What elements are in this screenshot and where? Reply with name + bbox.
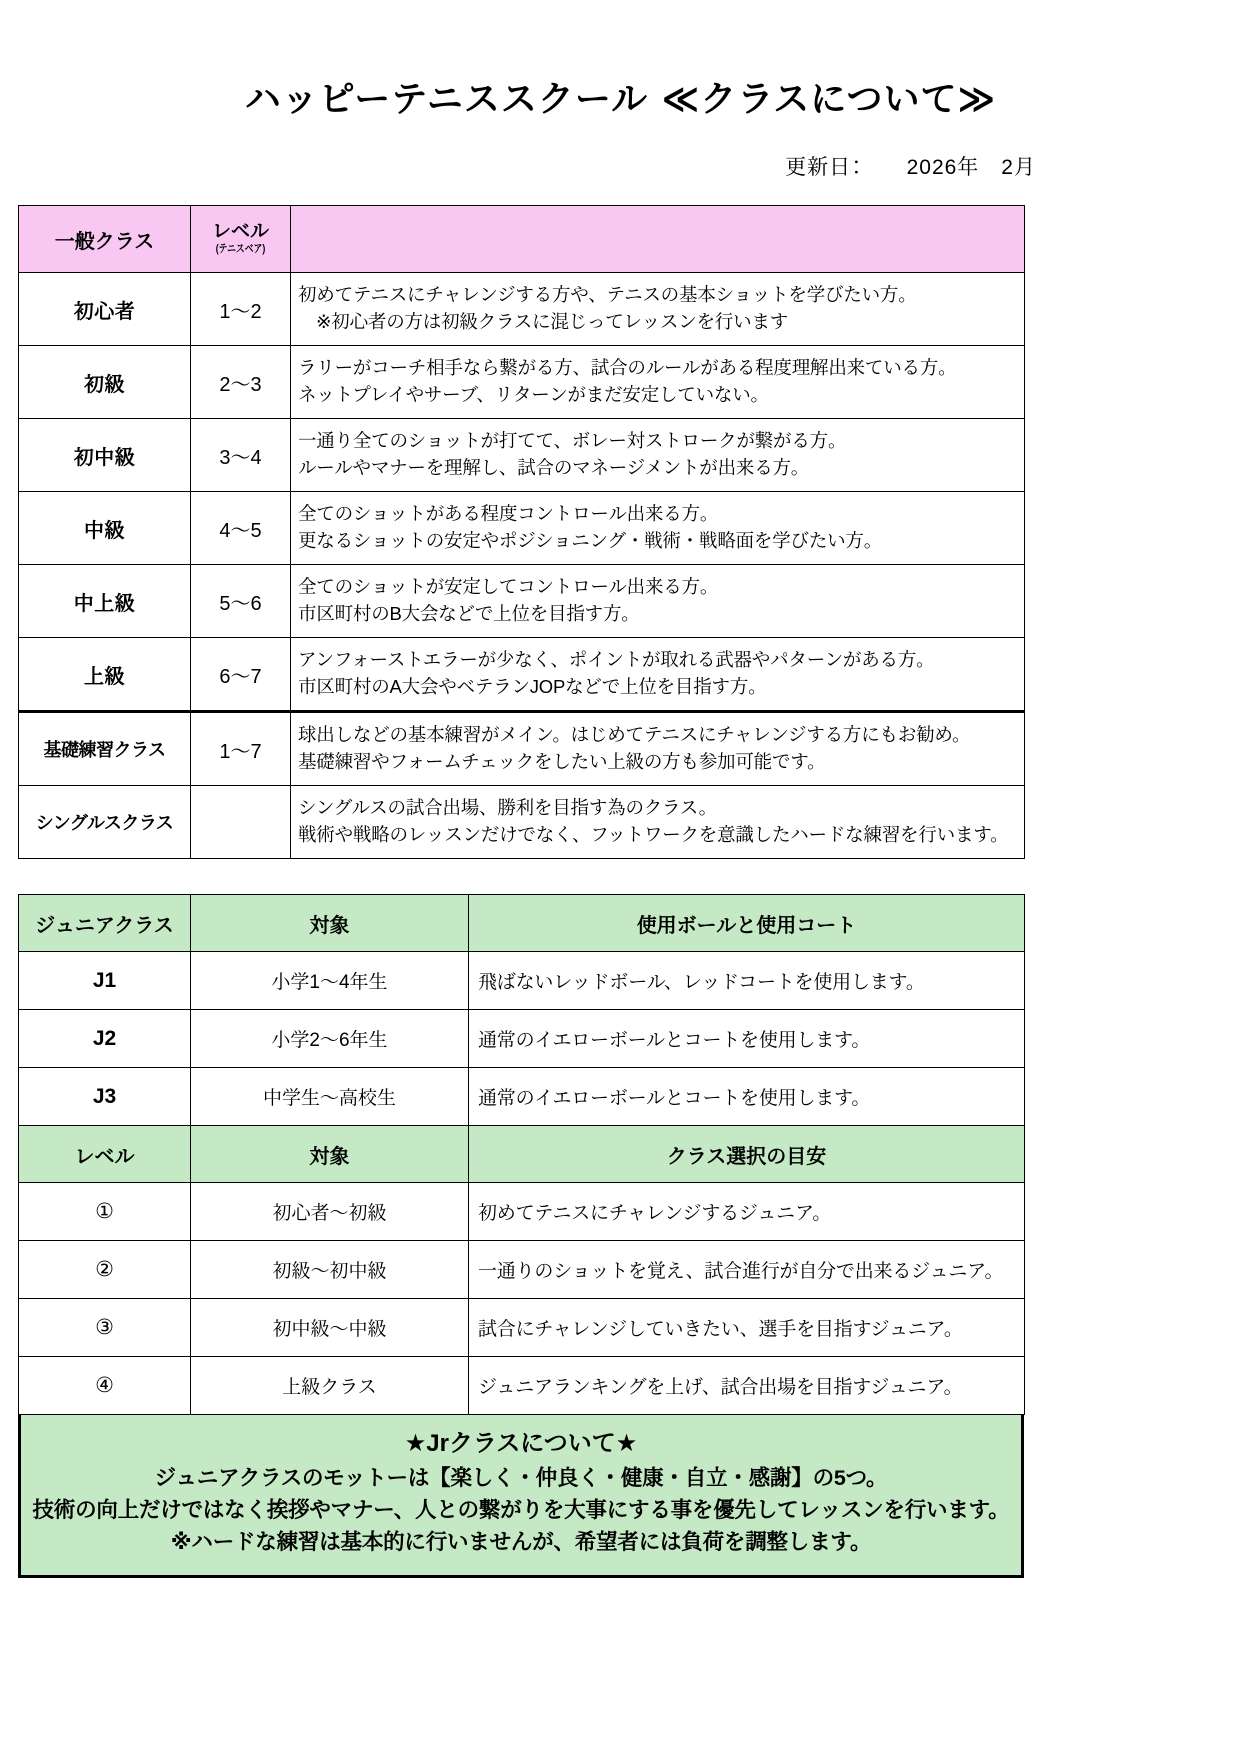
- level-mark: ①: [19, 1183, 191, 1241]
- class-name: 初級: [19, 346, 191, 419]
- table-row: [19, 1299, 1025, 1357]
- level-mark: ②: [19, 1241, 191, 1299]
- class-name: 中上級: [19, 565, 191, 638]
- table-row: [19, 1357, 1025, 1415]
- description-line-1: 球出しなどの基本練習がメイン。はじめてテニスにチャレンジする方にもお勧め。: [298, 724, 971, 746]
- header-level-target: 対象: [191, 1126, 469, 1183]
- table-row: [19, 565, 1025, 638]
- description-line-1: 一通り全てのショットが打てて、ボレー対ストロークが繋がる方。: [298, 430, 847, 452]
- junior-class-detail: 通常のイエローボールとコートを使用します。: [469, 1010, 1025, 1068]
- general-table-header-row: [19, 206, 1025, 273]
- junior-class-detail: 飛ばないレッドボール、レッドコートを使用します。: [469, 952, 1025, 1010]
- class-level: [191, 786, 291, 859]
- junior-class-target: 小学1～4年生: [191, 952, 469, 1010]
- class-level: 1～2: [191, 273, 291, 346]
- description-line-1: シングルスの試合出場、勝利を目指す為のクラス。: [298, 797, 717, 819]
- junior-table-header-row: [19, 895, 1025, 952]
- level-target: 初心者～初級: [191, 1183, 469, 1241]
- header-level: レベル: [19, 1126, 191, 1183]
- table-row: [19, 638, 1025, 712]
- header-level: [191, 206, 291, 273]
- callout-line-1: ジュニアクラスのモットーは【楽しく・仲良く・健康・自立・感謝】の5つ。: [154, 1465, 888, 1490]
- general-class-table: [18, 205, 1025, 859]
- level-detail: 一通りのショットを覚え、試合進行が自分で出来るジュニア。: [469, 1241, 1025, 1299]
- description-line-2: 戦術や戦略のレッスンだけでなく、フットワークを意識したハードな練習を行います。: [298, 824, 1009, 846]
- description-line-1: 全てのショットが安定してコントロール出来る方。: [298, 576, 719, 598]
- header-general-description: [291, 206, 1025, 273]
- callout-line-3: ※ハードな練習は基本的に行いませんが、希望者には負荷を調整します。: [170, 1530, 872, 1555]
- level-detail: 初めてテニスにチャレンジするジュニア。: [469, 1183, 1025, 1241]
- header-junior-class: ジュニアクラス: [19, 895, 191, 952]
- description-line-1: 全てのショットがある程度コントロール出来る方。: [298, 503, 719, 525]
- class-level: 1～7: [191, 712, 291, 786]
- class-level: 5～6: [191, 565, 291, 638]
- junior-class-detail: 通常のイエローボールとコートを使用します。: [469, 1068, 1025, 1126]
- table-row: [19, 492, 1025, 565]
- description-line-2: 更なるショットの安定やポジショニング・戦術・戦略面を学びたい方。: [298, 530, 883, 552]
- class-name: 初心者: [19, 273, 191, 346]
- class-level: 6～7: [191, 638, 291, 712]
- page-title: ハッピーテニススクール ≪クラスについて≫: [244, 79, 997, 120]
- junior-class-name: J3: [19, 1068, 191, 1126]
- class-name: 上級: [19, 638, 191, 712]
- level-target: 初中級～中級: [191, 1299, 469, 1357]
- junior-class-name: J2: [19, 1010, 191, 1068]
- table-row: [19, 419, 1025, 492]
- table-row: [19, 786, 1025, 859]
- class-description: [291, 712, 1025, 786]
- description-line-2: 基礎練習やフォームチェックをしたい上級の方も参加可能です。: [298, 751, 826, 773]
- level-target: 上級クラス: [191, 1357, 469, 1415]
- class-name: シングルスクラス: [19, 786, 191, 859]
- description-line-1: アンフォーストエラーが少なく、ポイントが取れる武器やパターンがある方。: [298, 649, 935, 671]
- class-description: [291, 419, 1025, 492]
- class-level: 2～3: [191, 346, 291, 419]
- class-name: 基礎練習クラス: [19, 712, 191, 786]
- junior-class-target: 中学生～高校生: [191, 1068, 469, 1126]
- level-mark: ③: [19, 1299, 191, 1357]
- description-line-2: 市区町村のB大会などで上位を目指す方。: [298, 603, 640, 625]
- table-row: [19, 1068, 1025, 1126]
- table-row: [19, 1010, 1025, 1068]
- table-row: [19, 1241, 1025, 1299]
- class-level: 3～4: [191, 419, 291, 492]
- junior-class-table: [18, 894, 1025, 1415]
- callout-line-2: 技術の向上だけではなく挨拶やマナー、人との繋がりを大事にする事を優先してレッスンを行います。: [32, 1498, 1010, 1523]
- junior-class-name: J1: [19, 952, 191, 1010]
- description-line-2: 市区町村のA大会やベテランJOPなどで上位を目指す方。: [298, 676, 767, 698]
- table-row: [19, 1183, 1025, 1241]
- level-detail: 試合にチャレンジしていきたい、選手を目指すジュニア。: [469, 1299, 1025, 1357]
- class-name: 中級: [19, 492, 191, 565]
- description-line-2: ルールやマナーを理解し、試合のマネージメントが出来る方。: [298, 457, 810, 479]
- class-description: [291, 346, 1025, 419]
- class-description: [291, 492, 1025, 565]
- class-name: 初中級: [19, 419, 191, 492]
- description-line-2: ネットプレイやサーブ、リターンがまだ安定していない。: [298, 384, 769, 406]
- class-description: [291, 565, 1025, 638]
- junior-class-callout: [18, 1415, 1024, 1578]
- header-level-detail: クラス選択の目安: [469, 1126, 1025, 1183]
- table-row: [19, 712, 1025, 786]
- header-junior-target: 対象: [191, 895, 469, 952]
- class-level: 4～5: [191, 492, 291, 565]
- class-description: [291, 273, 1025, 346]
- updated-date: 更新日： 2026年 2月: [785, 156, 1036, 180]
- description-line-1: ラリーがコーチ相手なら繋がる方、試合のルールがある程度理解出来ている方。: [298, 357, 957, 379]
- description-line-2: ※初心者の方は初級クラスに混じってレッスンを行います: [316, 311, 789, 333]
- class-description: [291, 638, 1025, 712]
- junior-level-header-row: [19, 1126, 1025, 1183]
- description-line-1: 初めてテニスにチャレンジする方や、テニスの基本ショットを学びたい方。: [298, 284, 917, 306]
- table-row: [19, 952, 1025, 1010]
- callout-title: ★Jrクラスについて★: [404, 1430, 638, 1458]
- level-target: 初級～初中級: [191, 1241, 469, 1299]
- level-mark: ④: [19, 1357, 191, 1415]
- table-row: [19, 346, 1025, 419]
- header-level-main: レベル: [211, 221, 269, 243]
- header-general-class: 一般クラス: [19, 206, 191, 273]
- level-detail: ジュニアランキングを上げ、試合出場を目指すジュニア。: [469, 1357, 1025, 1415]
- header-junior-detail: 使用ボールと使用コート: [469, 895, 1025, 952]
- junior-class-target: 小学2～6年生: [191, 1010, 469, 1068]
- class-description: [291, 786, 1025, 859]
- table-row: [19, 273, 1025, 346]
- header-level-sub: (テニスベア): [215, 243, 266, 256]
